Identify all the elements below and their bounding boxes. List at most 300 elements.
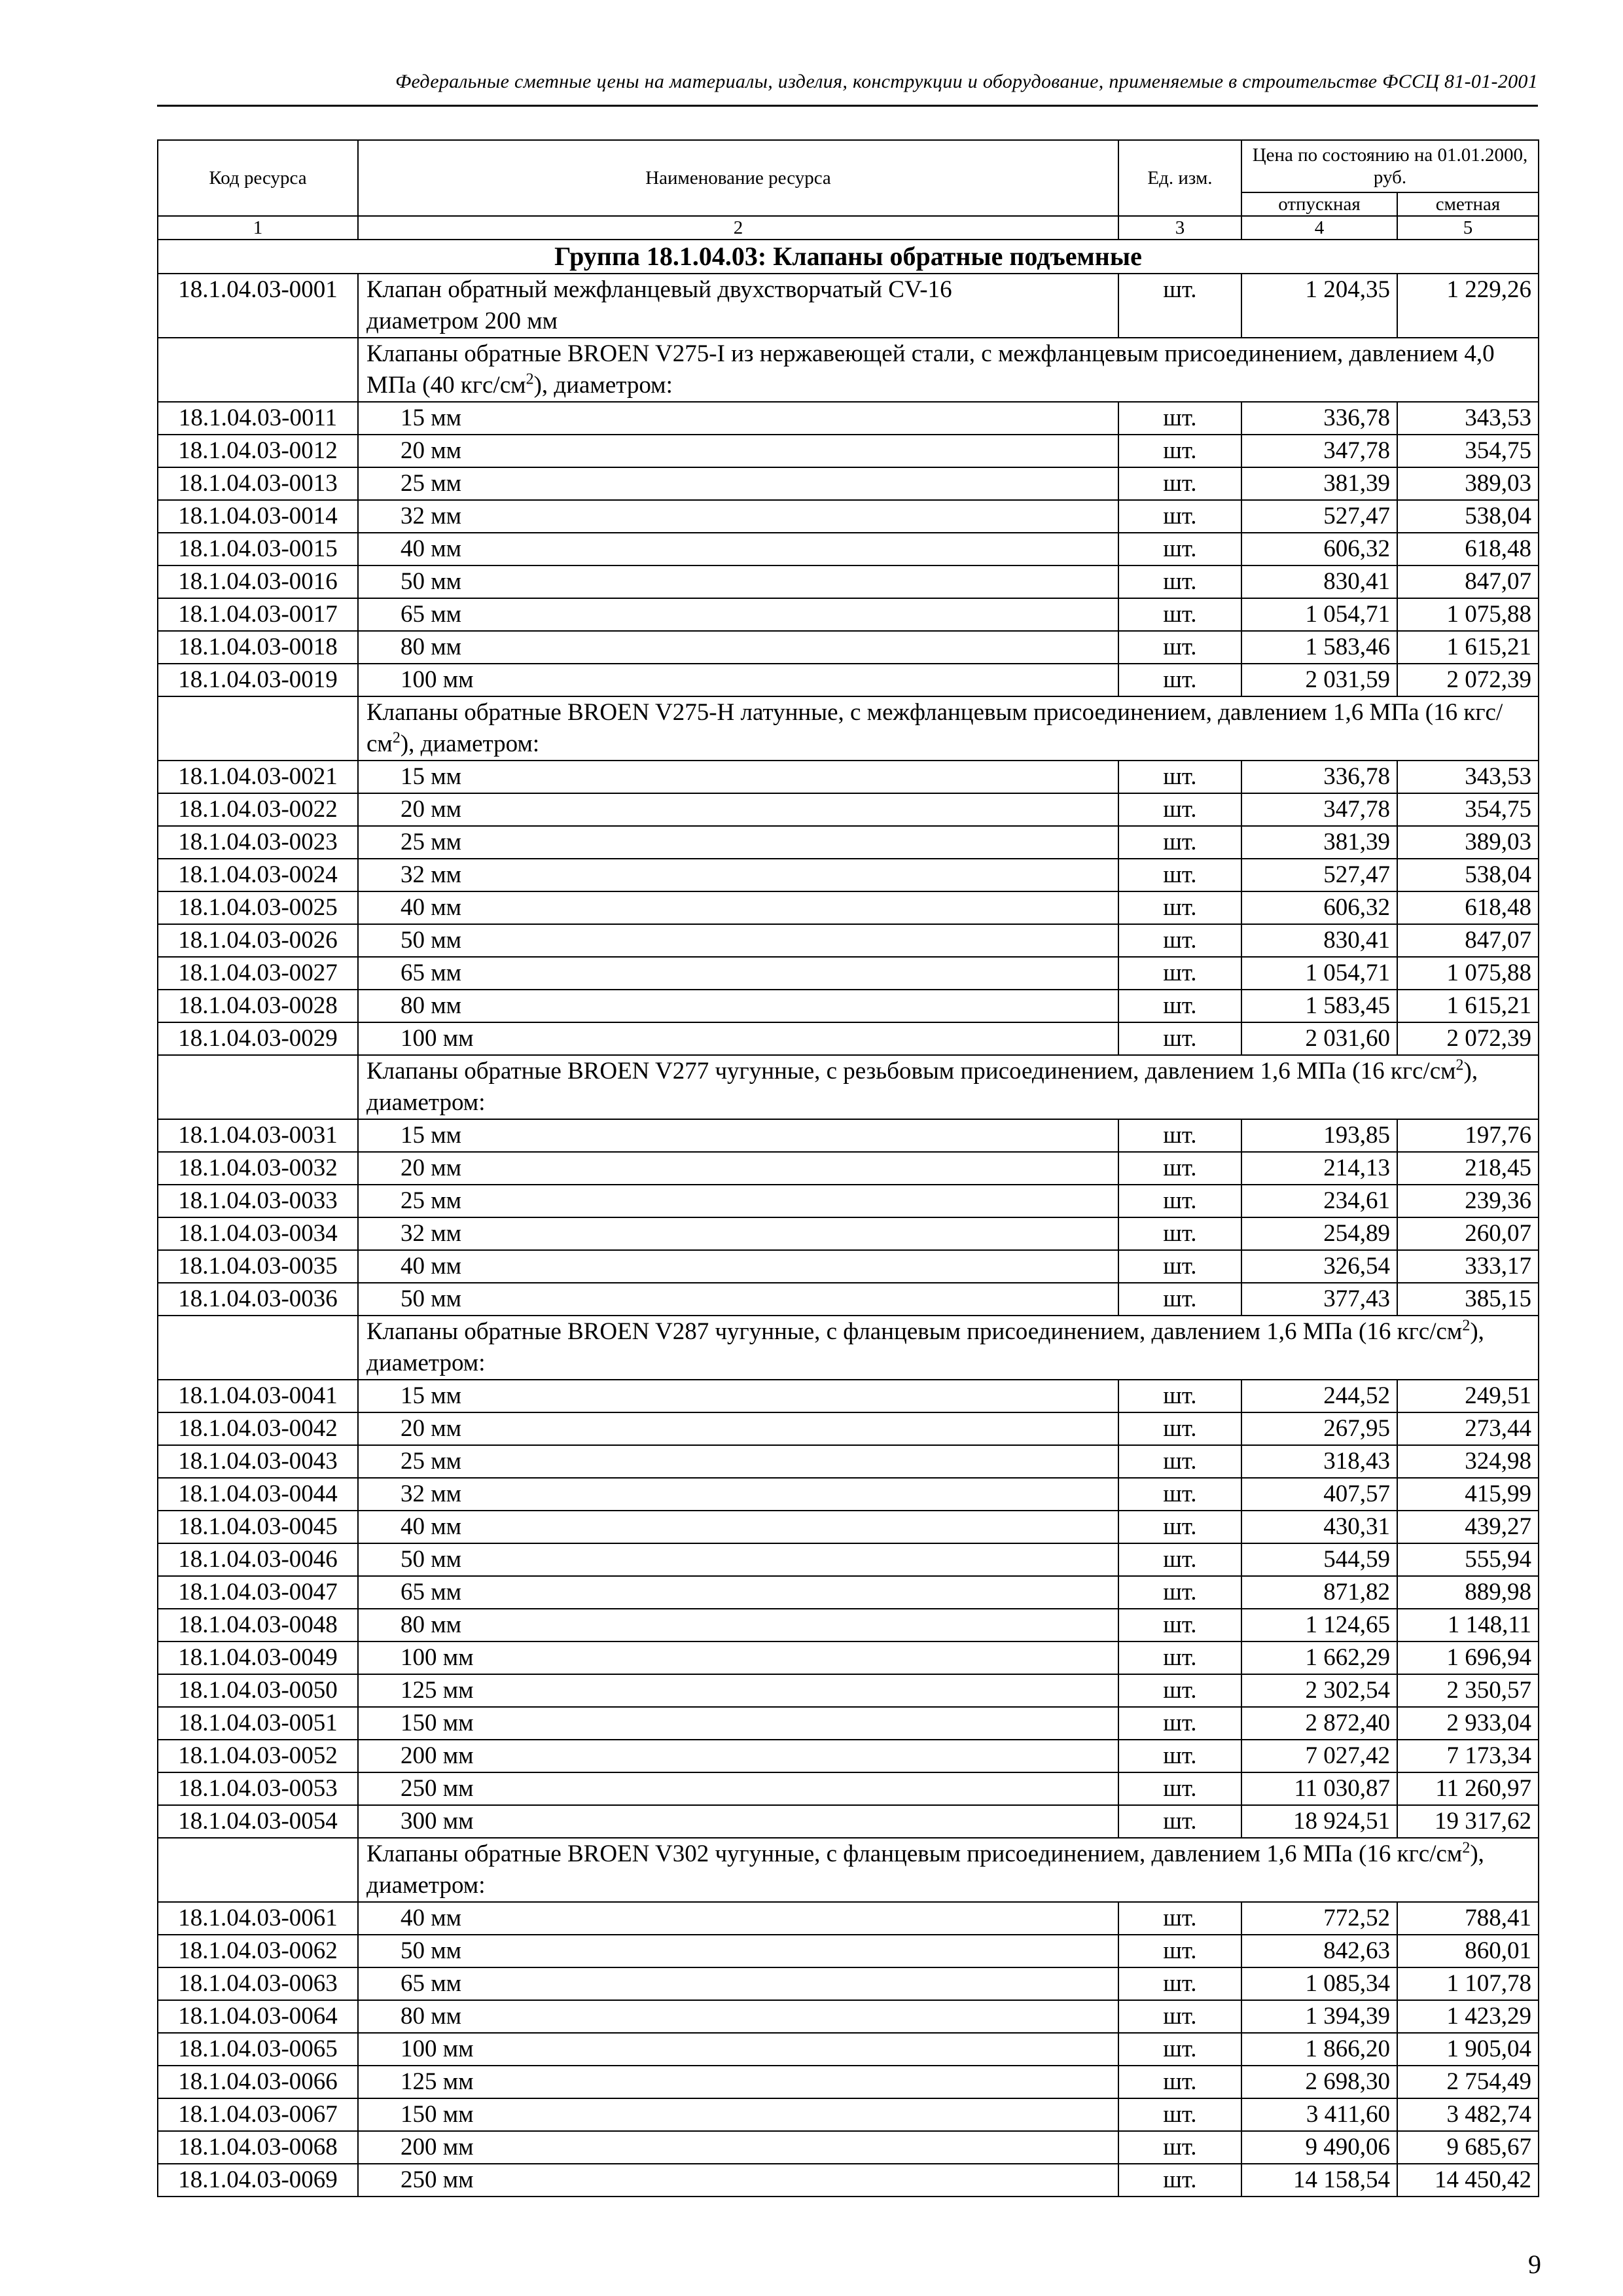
section-description-tail: ), диаметром: — [400, 730, 540, 757]
unit-cell — [1118, 1022, 1241, 1055]
table-row — [158, 664, 1539, 696]
release-price — [1241, 924, 1397, 957]
resource-code — [158, 631, 358, 664]
table-row — [158, 1772, 1539, 1805]
table-row — [158, 957, 1539, 990]
estimate-price — [1397, 1217, 1539, 1250]
section-description — [358, 1838, 1539, 1902]
unit-cell — [1118, 826, 1241, 859]
resource-code-text: 18.1.04.03-0047 — [178, 1579, 338, 1605]
estimate-price — [1397, 891, 1539, 924]
resource-name-text: 40 мм — [401, 1905, 462, 1931]
unit-cell-text: шт. — [1163, 1253, 1197, 1280]
section-description — [358, 1055, 1539, 1119]
unit-cell-text: шт. — [1163, 960, 1197, 986]
resource-name-text: 25 мм — [401, 829, 462, 855]
resource-code — [158, 1772, 358, 1805]
unit-cell-text: шт. — [1163, 1937, 1197, 1964]
col-number: 2 — [358, 216, 1118, 240]
col-number: 5 — [1397, 216, 1539, 240]
release-price-text: 1 054,71 — [1305, 960, 1390, 986]
unit-cell-text: шт. — [1163, 1677, 1197, 1704]
release-price — [1241, 1740, 1397, 1772]
section-description-tail: ), диаметром: — [366, 1840, 1484, 1899]
release-price — [1241, 990, 1397, 1022]
estimate-price-text: 618,48 — [1465, 894, 1532, 921]
estimate-price — [1397, 1152, 1539, 1185]
resource-code-text: 18.1.04.03-0054 — [178, 1808, 338, 1835]
resource-code-text: 18.1.04.03-0012 — [178, 437, 338, 464]
release-price — [1241, 2164, 1397, 2197]
resource-name — [358, 565, 1118, 598]
empty-code-cell — [158, 338, 358, 402]
table-row — [158, 1576, 1539, 1609]
unit-cell-text: шт. — [1163, 2003, 1197, 2030]
resource-name — [358, 533, 1118, 565]
estimate-price-text: 14 450,42 — [1435, 2166, 1532, 2193]
estimate-price — [1397, 598, 1539, 631]
unit-cell — [1118, 1380, 1241, 1412]
section-description-tail: ), диаметром: — [533, 372, 673, 399]
unit-cell-text: шт. — [1163, 1611, 1197, 1638]
resource-name-text: 65 мм — [401, 1970, 462, 1997]
estimate-price-text: 2 072,39 — [1446, 666, 1532, 693]
unit-cell — [1118, 2066, 1241, 2098]
unit-cell — [1118, 957, 1241, 990]
release-price-text: 606,32 — [1323, 535, 1390, 562]
resource-name — [358, 2033, 1118, 2066]
section-description-tail: ), диаметром: — [366, 1318, 1484, 1376]
unit-cell — [1118, 2098, 1241, 2131]
unit-cell-text: шт. — [1163, 829, 1197, 855]
unit-cell — [1118, 1511, 1241, 1543]
unit-cell — [1118, 1478, 1241, 1511]
resource-name — [358, 859, 1118, 891]
resource-name-text: 40 мм — [401, 894, 462, 921]
resource-code — [158, 2066, 358, 2098]
unit-cell-text: шт. — [1163, 1382, 1197, 1409]
release-price — [1241, 761, 1397, 793]
estimate-price — [1397, 2164, 1539, 2197]
estimate-price-text: 2 072,39 — [1446, 1025, 1532, 1052]
resource-code-text: 18.1.04.03-0045 — [178, 1513, 338, 1540]
resource-name — [358, 1217, 1118, 1250]
table-row — [158, 1380, 1539, 1412]
table-row — [158, 1740, 1539, 1772]
section-description — [358, 338, 1539, 402]
resource-code-text: 18.1.04.03-0032 — [178, 1155, 338, 1181]
release-price-text: 7 027,42 — [1305, 1742, 1390, 1769]
resource-name — [358, 1609, 1118, 1641]
resource-name — [358, 1935, 1118, 1967]
resource-name-text: 65 мм — [401, 1579, 462, 1605]
resource-code-text: 18.1.04.03-0046 — [178, 1546, 338, 1573]
resource-name-text: 80 мм — [401, 634, 462, 660]
resource-code-text: 18.1.04.03-0011 — [178, 404, 338, 431]
table-row — [158, 467, 1539, 500]
col-number: 1 — [158, 216, 358, 240]
empty-code-cell — [158, 1055, 358, 1119]
unit-cell — [1118, 1250, 1241, 1283]
resource-name — [358, 631, 1118, 664]
resource-code-text: 18.1.04.03-0015 — [178, 535, 338, 562]
estimate-price — [1397, 1119, 1539, 1152]
resource-name — [358, 826, 1118, 859]
estimate-price — [1397, 1805, 1539, 1838]
empty-code-cell — [158, 1838, 358, 1902]
estimate-price — [1397, 1674, 1539, 1707]
estimate-price-text: 1 107,78 — [1446, 1970, 1532, 1997]
table-row — [158, 1935, 1539, 1967]
unit-cell — [1118, 664, 1241, 696]
release-price-text: 1 204,35 — [1305, 276, 1390, 303]
table-row — [158, 1478, 1539, 1511]
release-price-text: 381,39 — [1323, 470, 1390, 497]
estimate-price — [1397, 990, 1539, 1022]
unit-cell — [1118, 1805, 1241, 1838]
estimate-price — [1397, 1772, 1539, 1805]
resource-code — [158, 2131, 358, 2164]
release-price — [1241, 631, 1397, 664]
resource-code-text: 18.1.04.03-0062 — [178, 1937, 338, 1964]
table-row — [158, 565, 1539, 598]
resource-name — [358, 761, 1118, 793]
unit-cell-text: шт. — [1163, 1742, 1197, 1769]
unit-cell — [1118, 1967, 1241, 2000]
section-description-text: Клапаны обратные BROEN V302 чугунные, с фланцевым присоединением, давлением 1,6 МПа (16 кгс/см — [366, 1840, 1463, 1867]
table-row — [158, 2033, 1539, 2066]
unit-cell — [1118, 1707, 1241, 1740]
unit-cell — [1118, 1543, 1241, 1576]
resource-code-text: 18.1.04.03-0033 — [178, 1187, 338, 1214]
table-row — [158, 924, 1539, 957]
release-price-text: 2 302,54 — [1305, 1677, 1390, 1704]
resource-code — [158, 1283, 358, 1316]
unit-cell — [1118, 1445, 1241, 1478]
estimate-price-text: 197,76 — [1465, 1122, 1532, 1149]
release-price-text: 326,54 — [1323, 1253, 1390, 1280]
resource-name-text: 200 мм — [401, 2134, 474, 2161]
table-row — [158, 990, 1539, 1022]
resource-name — [358, 1412, 1118, 1445]
resource-code — [158, 664, 358, 696]
estimate-price — [1397, 500, 1539, 533]
resource-code-text: 18.1.04.03-0014 — [178, 503, 338, 529]
resource-code-text: 18.1.04.03-0028 — [178, 992, 338, 1019]
release-price-text: 336,78 — [1323, 404, 1390, 431]
release-price — [1241, 1805, 1397, 1838]
table-row — [158, 1543, 1539, 1576]
superscript: 2 — [1462, 1317, 1471, 1335]
resource-code-text: 18.1.04.03-0024 — [178, 861, 338, 888]
unit-cell-text: шт. — [1163, 1579, 1197, 1605]
resource-code-text: 18.1.04.03-0031 — [178, 1122, 338, 1149]
estimate-price — [1397, 664, 1539, 696]
estimate-price — [1397, 467, 1539, 500]
release-price — [1241, 2000, 1397, 2033]
table-row — [158, 2000, 1539, 2033]
release-price-text: 244,52 — [1323, 1382, 1390, 1409]
unit-cell-text: шт. — [1163, 404, 1197, 431]
estimate-price — [1397, 2000, 1539, 2033]
release-price — [1241, 1543, 1397, 1576]
estimate-price-text: 555,94 — [1465, 1546, 1532, 1573]
resource-name-text: 20 мм — [401, 796, 462, 823]
unit-cell-text: шт. — [1163, 1480, 1197, 1507]
group-title: Группа 18.1.04.03: Клапаны обратные подъемные — [158, 240, 1539, 274]
estimate-price-text: 1 696,94 — [1446, 1644, 1532, 1671]
estimate-price — [1397, 761, 1539, 793]
resource-name-text: 20 мм — [401, 1155, 462, 1181]
table-row — [158, 859, 1539, 891]
empty-code-cell — [158, 1316, 358, 1380]
resource-name-text: 80 мм — [401, 992, 462, 1019]
resource-code — [158, 1380, 358, 1412]
resource-code — [158, 1445, 358, 1478]
unit-cell-text: шт. — [1163, 1285, 1197, 1312]
unit-cell-text: шт. — [1163, 1025, 1197, 1052]
resource-name-text: 40 мм — [401, 1513, 462, 1540]
estimate-price-text: 538,04 — [1465, 503, 1532, 529]
estimate-price-text: 2 933,04 — [1446, 1710, 1532, 1736]
estimate-price — [1397, 826, 1539, 859]
table-row — [158, 2098, 1539, 2131]
resource-name-text: Клапан обратный межфланцевый двухстворчатый CV-16 диаметром 200 мм — [366, 276, 952, 334]
table-body — [158, 240, 1539, 2197]
resource-name-text: 25 мм — [401, 1448, 462, 1475]
release-price-text: 381,39 — [1323, 829, 1390, 855]
unit-cell — [1118, 1283, 1241, 1316]
resource-code-text: 18.1.04.03-0053 — [178, 1775, 338, 1802]
unit-cell — [1118, 1609, 1241, 1641]
release-price-text: 14 158,54 — [1293, 2166, 1390, 2193]
unit-cell — [1118, 1119, 1241, 1152]
release-price-text: 1 662,29 — [1305, 1644, 1390, 1671]
resource-code-text: 18.1.04.03-0025 — [178, 894, 338, 921]
unit-cell-text: шт. — [1163, 1808, 1197, 1835]
release-price — [1241, 402, 1397, 435]
release-price — [1241, 1674, 1397, 1707]
resource-name-text: 65 мм — [401, 601, 462, 628]
resource-code — [158, 467, 358, 500]
unit-cell-text: шт. — [1163, 666, 1197, 693]
resource-name-text: 15 мм — [401, 1122, 462, 1149]
unit-cell-text: шт. — [1163, 437, 1197, 464]
release-price-text: 193,85 — [1323, 1122, 1390, 1149]
release-price-text: 318,43 — [1323, 1448, 1390, 1475]
estimate-price — [1397, 1740, 1539, 1772]
unit-cell — [1118, 2131, 1241, 2164]
release-price — [1241, 793, 1397, 826]
resource-name-text: 100 мм — [401, 2036, 474, 2062]
unit-cell — [1118, 1152, 1241, 1185]
resource-code — [158, 1185, 358, 1217]
resource-name — [358, 793, 1118, 826]
resource-name-text: 100 мм — [401, 1644, 474, 1671]
unit-cell — [1118, 793, 1241, 826]
resource-name-text: 250 мм — [401, 2166, 474, 2193]
section-description-text: Клапаны обратные BROEN V275-I из нержавеющей стали, с межфланцевым присоединением, давлением 4,0 МПа (40 кгс/см — [366, 340, 1495, 399]
resource-code-text: 18.1.04.03-0061 — [178, 1905, 338, 1931]
resource-code-text: 18.1.04.03-0035 — [178, 1253, 338, 1280]
release-price-text: 772,52 — [1323, 1905, 1390, 1931]
estimate-price-text: 538,04 — [1465, 861, 1532, 888]
resource-code-text: 18.1.04.03-0021 — [178, 763, 338, 790]
table-row — [158, 2131, 1539, 2164]
running-header: Федеральные сметные цены на материалы, изделия, конструкции и оборудование, применяемые в строительстве ФССЦ 81-01-2001 — [395, 71, 1538, 92]
unit-cell-text: шт. — [1163, 503, 1197, 529]
table-row — [158, 402, 1539, 435]
resource-code — [158, 402, 358, 435]
unit-cell-text: шт. — [1163, 535, 1197, 562]
resource-code — [158, 1543, 358, 1576]
release-price-text: 1 583,46 — [1305, 634, 1390, 660]
unit-cell-text: шт. — [1163, 763, 1197, 790]
table-row — [158, 2164, 1539, 2197]
estimate-price-text: 273,44 — [1465, 1415, 1532, 1442]
section-description-tail: ), диаметром: — [366, 1058, 1478, 1116]
resource-name-text: 50 мм — [401, 1546, 462, 1573]
estimate-price-text: 1 905,04 — [1446, 2036, 1532, 2062]
resource-code — [158, 826, 358, 859]
resource-code — [158, 1707, 358, 1740]
resource-code-text: 18.1.04.03-0048 — [178, 1611, 338, 1638]
release-price-text: 544,59 — [1323, 1546, 1390, 1573]
unit-cell — [1118, 274, 1241, 338]
release-price-text: 2 698,30 — [1305, 2068, 1390, 2095]
resource-code-text: 18.1.04.03-0041 — [178, 1382, 338, 1409]
resource-name-text: 100 мм — [401, 666, 474, 693]
release-price — [1241, 1380, 1397, 1412]
section-description-row — [158, 1838, 1539, 1902]
estimate-price — [1397, 1283, 1539, 1316]
header-release: отпускная — [1241, 192, 1397, 216]
table-row — [158, 1250, 1539, 1283]
resource-name — [358, 1674, 1118, 1707]
resource-code — [158, 1412, 358, 1445]
col-number: 4 — [1241, 216, 1397, 240]
release-price — [1241, 1412, 1397, 1445]
estimate-price-text: 889,98 — [1465, 1579, 1532, 1605]
unit-cell-text: шт. — [1163, 568, 1197, 595]
table-row — [158, 2066, 1539, 2098]
table-row — [158, 533, 1539, 565]
estimate-price — [1397, 924, 1539, 957]
resource-name-text: 250 мм — [401, 1775, 474, 1802]
resource-code — [158, 2164, 358, 2197]
resource-name-text: 150 мм — [401, 2101, 474, 2128]
estimate-price — [1397, 402, 1539, 435]
resource-name — [358, 924, 1118, 957]
resource-code — [158, 957, 358, 990]
release-price — [1241, 1250, 1397, 1283]
release-price — [1241, 1152, 1397, 1185]
section-description-row — [158, 1316, 1539, 1380]
resource-code-text: 18.1.04.03-0064 — [178, 2003, 338, 2030]
release-price-text: 842,63 — [1323, 1937, 1390, 1964]
resource-name — [358, 598, 1118, 631]
table-row — [158, 1445, 1539, 1478]
resource-code — [158, 1250, 358, 1283]
resource-code-text: 18.1.04.03-0042 — [178, 1415, 338, 1442]
release-price — [1241, 1576, 1397, 1609]
estimate-price-text: 847,07 — [1465, 927, 1532, 954]
unit-cell — [1118, 2000, 1241, 2033]
estimate-price — [1397, 1412, 1539, 1445]
unit-cell — [1118, 1935, 1241, 1967]
release-price — [1241, 1185, 1397, 1217]
section-description-text: Клапаны обратные BROEN V277 чугунные, с резьбовым присоединением, давлением 1,6 МПа (16 кгс/см — [366, 1058, 1456, 1085]
table-row — [158, 500, 1539, 533]
estimate-price — [1397, 1185, 1539, 1217]
estimate-price-text: 354,75 — [1465, 437, 1532, 464]
unit-cell-text: шт. — [1163, 1513, 1197, 1540]
resource-name-text: 50 мм — [401, 927, 462, 954]
unit-cell — [1118, 1185, 1241, 1217]
unit-cell — [1118, 891, 1241, 924]
release-price-text: 11 030,87 — [1294, 1775, 1390, 1802]
table-row — [158, 826, 1539, 859]
table-row — [158, 1511, 1539, 1543]
unit-cell-text: шт. — [1163, 2166, 1197, 2193]
col-number: 3 — [1118, 216, 1241, 240]
release-price-text: 377,43 — [1323, 1285, 1390, 1312]
estimate-price-text: 343,53 — [1465, 404, 1532, 431]
release-price-text: 3 411,60 — [1306, 2101, 1390, 2128]
resource-name — [358, 1967, 1118, 2000]
resource-code — [158, 990, 358, 1022]
resource-code-text: 18.1.04.03-0001 — [178, 276, 338, 303]
release-price-text: 1 394,39 — [1305, 2003, 1390, 2030]
resource-name — [358, 891, 1118, 924]
release-price — [1241, 533, 1397, 565]
estimate-price-text: 1 615,21 — [1446, 992, 1532, 1019]
release-price — [1241, 957, 1397, 990]
table-row — [158, 1674, 1539, 1707]
unit-cell-text: шт. — [1163, 1155, 1197, 1181]
resource-code-text: 18.1.04.03-0017 — [178, 601, 338, 628]
resource-code-text: 18.1.04.03-0069 — [178, 2166, 338, 2193]
release-price — [1241, 1445, 1397, 1478]
unit-cell-text: шт. — [1163, 1415, 1197, 1442]
release-price — [1241, 2131, 1397, 2164]
resource-name-text: 50 мм — [401, 1937, 462, 1964]
estimate-price — [1397, 1902, 1539, 1935]
release-price-text: 1 583,45 — [1305, 992, 1390, 1019]
resource-code — [158, 500, 358, 533]
estimate-price — [1397, 2033, 1539, 2066]
table-row — [158, 1119, 1539, 1152]
resource-name — [358, 1152, 1118, 1185]
unit-cell — [1118, 1740, 1241, 1772]
resource-code-text: 18.1.04.03-0023 — [178, 829, 338, 855]
resource-name — [358, 1902, 1118, 1935]
resource-code — [158, 1511, 358, 1543]
resource-name — [358, 274, 1118, 338]
section-description-text: Клапаны обратные BROEN V287 чугунные, с фланцевым присоединением, давлением 1,6 МПа (16 кгс/см — [366, 1318, 1463, 1345]
unit-cell — [1118, 1772, 1241, 1805]
release-price-text: 18 924,51 — [1293, 1808, 1390, 1835]
section-description-text: Клапаны обратные BROEN V275-H латунные, с межфланцевым присоединением, давлением 1,6 МПа (16 кгс/см — [366, 699, 1503, 757]
release-price-text: 407,57 — [1323, 1480, 1390, 1507]
header-price: Цена по состоянию на 01.01.2000, руб. — [1241, 140, 1539, 192]
section-description-row — [158, 338, 1539, 402]
resource-name-text: 65 мм — [401, 960, 462, 986]
resource-name-text: 25 мм — [401, 470, 462, 497]
resource-name-text: 100 мм — [401, 1025, 474, 1052]
resource-name — [358, 1740, 1118, 1772]
estimate-price-text: 847,07 — [1465, 568, 1532, 595]
